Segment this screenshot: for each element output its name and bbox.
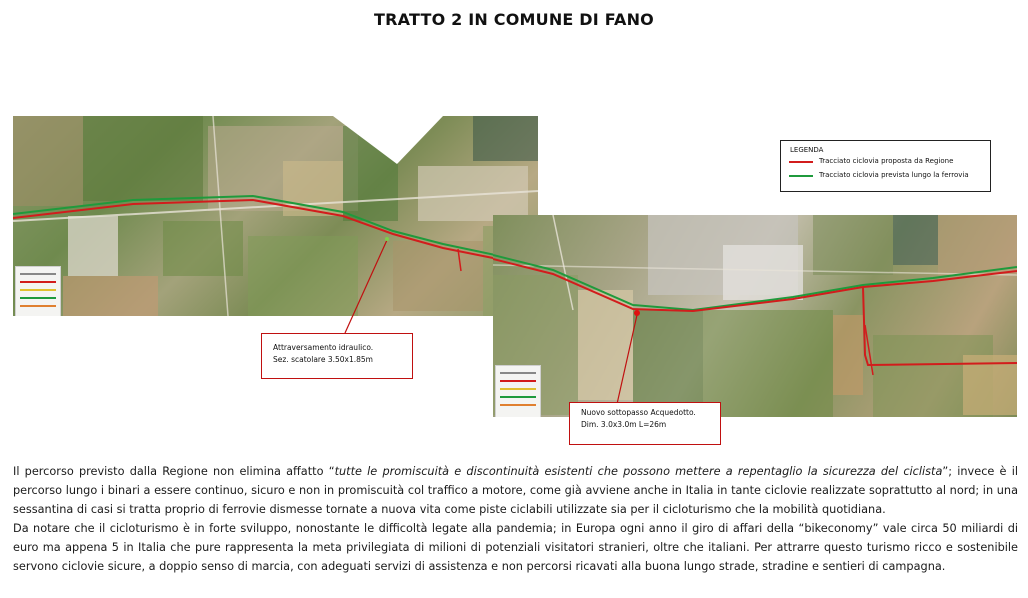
paragraph-2: Da notare che il cicloturismo è in forte sviluppo, nonostante le difficoltà legate alla pandemia; in Europa ogni anno il giro di affari della “bikeconomy” vale circa 50 miliardi di euro ma appena 5 in Italia che pure rappresenta la meta privilegiata di milioni di potenziali visitatori stranieri, oltre che italiani. Per attrarre questo turismo ricco e sostenibile servono ciclovie sicure, a doppio senso di marcia, con adeguati servizi di assistenza e non percorsi ricavati alla buona lungo strade, stradine e sentieri di campagna.: [13, 522, 1018, 573]
callout-sottopasso: [569, 402, 721, 445]
paragraph-1: [13, 462, 1018, 519]
paragraph-1-pre: Il percorso previsto dalla Regione non elimina affatto “: [13, 465, 335, 478]
callout-1-line-2: Sez. scatolare 3.50x1.85m: [273, 355, 373, 364]
callout-1-line-1: Attraversamento idraulico.: [273, 343, 374, 352]
body-text: [13, 462, 1018, 576]
leader-line-2: [617, 315, 637, 404]
marker-acquedotto: [634, 310, 640, 316]
paragraph-1-post: ”; invece è il percorso lungo i binari a essere continuo, sicuro e non in promiscuità col traffico a motore, come già avviene anche in Italia in tante ciclovie realizzate soprattutto al nord; in una sessantina di casi si tratta proprio di ferrovie dismesse tornate a nuova vita come piste ciclabili utilizzate sia per il cicloturismo che la mobilità quotidiana.: [13, 465, 1018, 516]
paragraph-1-quote: tutte le promiscuità e discontinuità esistenti che possono mettere a repentaglio la sicurezza del ciclista: [334, 465, 943, 478]
marker-idraulico: [385, 237, 389, 241]
legend-label-rail: Tracciato ciclovia prevista lungo la ferrovia: [819, 171, 969, 179]
leader-line-1: [345, 240, 387, 333]
page-title: TRATTO 2 IN COMUNE DI FANO: [374, 10, 654, 29]
callout-2-line-2: Dim. 3.0x3.0m L=26m: [581, 420, 667, 429]
callout-2-line-1: Nuovo sottopasso Acquedotto.: [581, 408, 696, 417]
legend-label-region: Tracciato ciclovia proposta da Regione: [819, 157, 954, 165]
callout-attraversamento: [261, 333, 413, 379]
legend-title: LEGENDA: [790, 146, 824, 154]
